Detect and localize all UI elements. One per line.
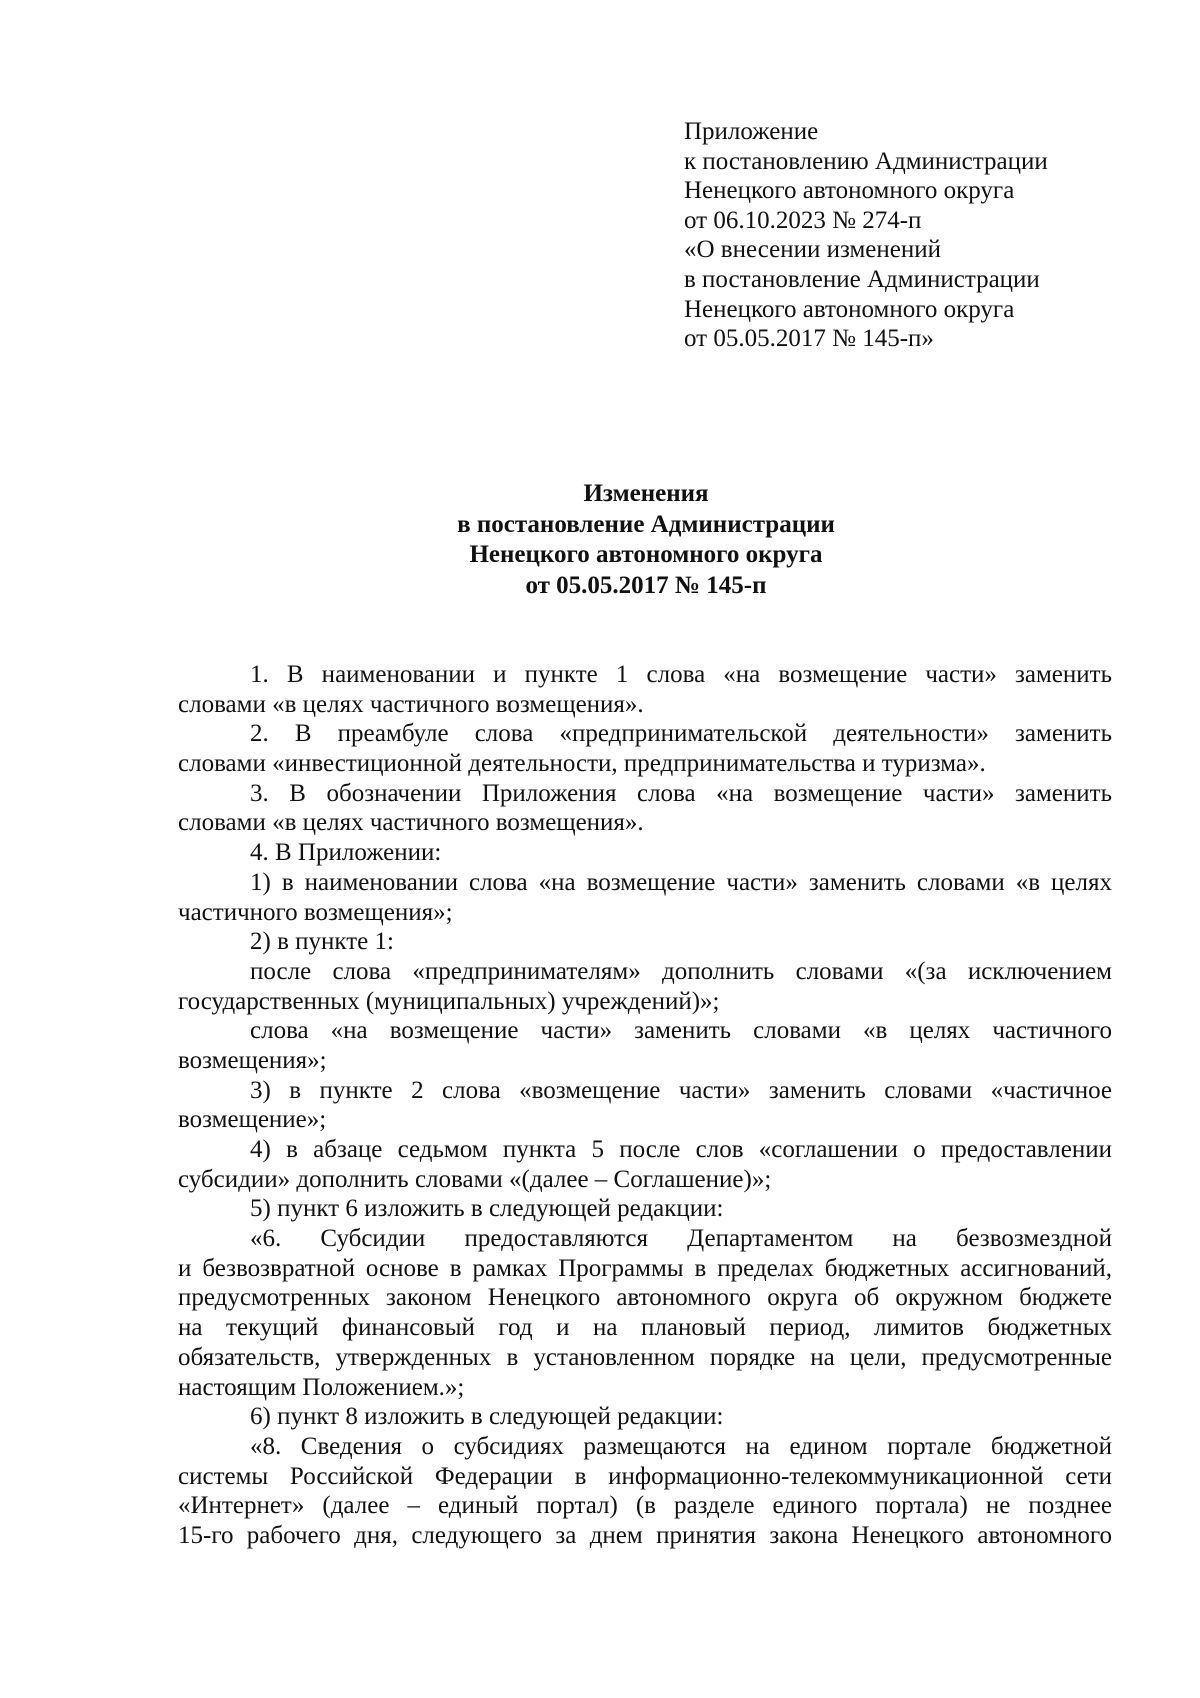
appendix-line: «О внесении изменений — [684, 236, 942, 264]
body-line: 3. В обозначении Приложения слова «на возмещение части» заменить — [250, 779, 1112, 807]
body-line: предусмотренных законом Ненецкого автономного округа об окружном бюджете — [178, 1284, 1112, 1312]
body-line: и безвозвратной основе в рамках Программы в пределах бюджетных ассигнований, — [178, 1254, 1112, 1282]
body-line: 15-го рабочего дня, следующего за днем принятия закона Ненецкого автономного — [178, 1521, 1112, 1549]
body-line: словами «в целях частичного возмещения». — [178, 809, 644, 837]
appendix-line: от 05.05.2017 № 145-п» — [684, 325, 934, 353]
body-line: 2) в пункте 1: — [250, 928, 394, 956]
body-line: «Интернет» (далее – единый портал) (в разделе единого портала) не позднее — [178, 1492, 1112, 1520]
body-line: 1) в наименовании слова «на возмещение части» заменить словами «в целях — [250, 868, 1112, 896]
body-line: после слова «предпринимателям» дополнить словами «(за исключением — [250, 957, 1112, 985]
heading-line: от 05.05.2017 № 145-п — [525, 571, 767, 599]
appendix-line: Приложение — [684, 118, 819, 145]
body-line: слова «на возмещение части» заменить словами «в целях частичного — [250, 1017, 1112, 1045]
body-line: возмещения»; — [178, 1046, 327, 1074]
body-line: настоящим Положением.»; — [178, 1373, 465, 1401]
body-line: системы Российской Федерации в информационно-телекоммуникационной сети — [178, 1462, 1112, 1490]
body-line: обязательств, утвержденных в установленном порядке на цели, предусмотренные — [178, 1343, 1112, 1371]
body-line: «6. Субсидии предоставляются Департаментом на безвозмездной — [250, 1225, 1112, 1253]
body-line: «8. Сведения о субсидиях размещаются на едином портале бюджетной — [250, 1432, 1112, 1460]
body-line: 5) пункт 6 изложить в следующей редакции: — [250, 1195, 724, 1223]
appendix-line: Ненецкого автономного округа — [684, 295, 1015, 323]
body-line: словами «инвестиционной деятельности, предпринимательства и туризма». — [178, 750, 986, 778]
body-line: 4. В Приложении: — [250, 839, 442, 867]
appendix-block — [684, 117, 1144, 354]
body-line: возмещение»; — [178, 1106, 327, 1134]
body-line: 3) в пункте 2 слова «возмещение части» заменить словами «частичное — [250, 1076, 1112, 1104]
body-line: 2. В преамбуле слова «предпринимательской деятельности» заменить — [250, 720, 1112, 748]
body-line: 1. В наименовании и пункте 1 слова «на возмещение части» заменить — [250, 661, 1112, 688]
document-heading — [178, 479, 1114, 601]
appendix-line: в постановление Администрации — [684, 265, 1040, 293]
document-body — [178, 660, 1112, 1551]
heading-line: Ненецкого автономного округа — [469, 541, 823, 568]
body-line: государственных (муниципальных) учреждений)»; — [178, 987, 720, 1015]
heading-line: в постановление Администрации — [457, 510, 835, 538]
body-line: словами «в целях частичного возмещения». — [178, 690, 644, 718]
body-line: 4) в абзаце седьмом пункта 5 после слов «соглашении о предоставлении — [250, 1136, 1112, 1163]
appendix-line: Ненецкого автономного округа — [684, 177, 1015, 205]
body-line: на текущий финансовый год и на плановый период, лимитов бюджетных — [178, 1314, 1112, 1342]
heading-title: Изменения — [583, 480, 709, 507]
body-line: частичного возмещения»; — [178, 898, 453, 926]
body-line: субсидии» дополнить словами «(далее – Соглашение)»; — [178, 1165, 772, 1193]
body-line: 6) пункт 8 изложить в следующей редакции: — [250, 1403, 724, 1431]
appendix-line: от 06.10.2023 № 274-п — [684, 206, 922, 234]
appendix-line: к постановлению Администрации — [684, 147, 1048, 175]
